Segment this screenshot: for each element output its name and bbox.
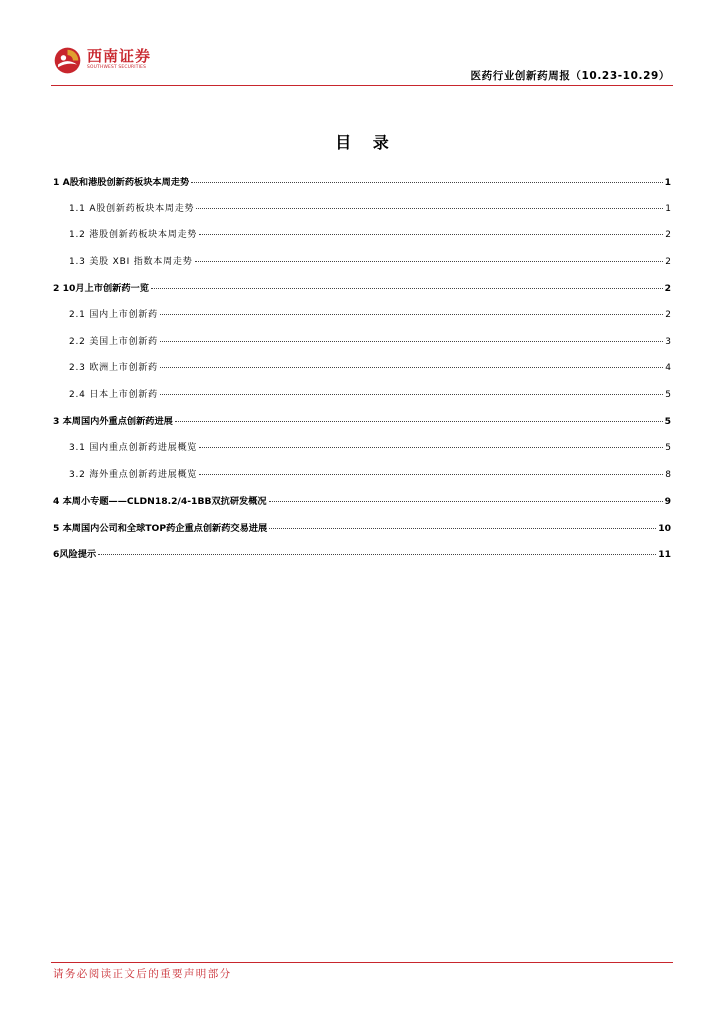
toc-dot-leader — [199, 474, 663, 475]
toc-page-number: 2 — [665, 230, 671, 241]
toc-subsection-entry[interactable] — [53, 334, 671, 361]
toc-page-number: 4 — [665, 363, 671, 374]
logo-chinese-text: 西南证券 — [87, 47, 152, 66]
toc-entry-label: 4 本周小专题——CLDN18.2/4-1BB双抗研发概况 — [53, 496, 267, 508]
toc-entry-label: 2.3 欧洲上市创新药 — [69, 363, 158, 374]
toc-page-number: 11 — [658, 549, 671, 561]
toc-dot-leader — [195, 261, 664, 262]
toc-subsection-entry[interactable] — [53, 201, 671, 228]
toc-page-number: 5 — [664, 416, 671, 428]
toc-page-number: 8 — [665, 469, 671, 480]
toc-section-entry[interactable] — [53, 174, 671, 201]
toc-page-number: 10 — [658, 522, 671, 534]
toc-dot-leader — [199, 447, 663, 448]
toc-entry-label: 3.2 海外重点创新药进展概览 — [69, 469, 198, 480]
toc-page-number: 5 — [665, 442, 671, 453]
toc-entry-label: 1.2 港股创新药板块本周走势 — [69, 230, 198, 241]
toc-entry-label: 6风险提示 — [53, 549, 97, 561]
footer-disclaimer: 请务必阅读正文后的重要声明部分 — [53, 968, 232, 980]
toc-dot-leader — [199, 234, 663, 235]
toc-dot-leader — [191, 182, 662, 183]
toc-dot-leader — [98, 554, 656, 555]
toc-section-entry[interactable] — [53, 280, 671, 307]
report-header-title: 医药行业创新药周报（10.23-10.29） — [470, 70, 670, 82]
header-divider — [51, 85, 673, 86]
toc-entry-label: 2.4 日本上市创新药 — [69, 389, 158, 400]
toc-page-number: 9 — [664, 496, 671, 508]
toc-page-number: 2 — [665, 256, 671, 267]
company-logo-icon — [54, 47, 81, 74]
toc-dot-leader — [160, 394, 663, 395]
toc-entry-label: 3.1 国内重点创新药进展概览 — [69, 442, 198, 453]
toc-subsection-entry[interactable] — [53, 467, 671, 494]
toc-heading: 目 录 — [335, 133, 397, 152]
toc-entry-label: 5 本周国内公司和全球TOP药企重点创新药交易进展 — [53, 522, 268, 534]
toc-section-entry[interactable] — [53, 413, 671, 440]
toc-subsection-entry[interactable] — [53, 360, 671, 387]
toc-page-number: 1 — [664, 177, 671, 188]
toc-subsection-entry[interactable] — [53, 387, 671, 414]
toc-subsection-entry[interactable] — [53, 254, 671, 281]
toc-section-entry[interactable] — [53, 520, 671, 547]
toc-page-number: 3 — [665, 336, 671, 347]
toc-section-entry[interactable] — [53, 493, 671, 520]
toc-entry-label: 1.3 美股 XBI 指数本周走势 — [69, 256, 193, 267]
table-of-contents — [53, 174, 671, 573]
toc-dot-leader — [269, 501, 663, 502]
toc-subsection-entry[interactable] — [53, 440, 671, 467]
toc-entry-label: 2 10月上市创新药一览 — [53, 283, 149, 295]
toc-subsection-entry[interactable] — [53, 307, 671, 334]
toc-page-number: 2 — [664, 283, 671, 295]
toc-page-number: 5 — [665, 389, 671, 400]
logo-english-text: SOUTHWEST SECURITIES — [87, 65, 147, 71]
toc-dot-leader — [269, 528, 656, 529]
toc-dot-leader — [196, 208, 663, 209]
toc-dot-leader — [175, 421, 663, 422]
toc-entry-label: 3 本周国内外重点创新药进展 — [53, 416, 173, 428]
toc-subsection-entry[interactable] — [53, 227, 671, 254]
toc-entry-label: 1.1 A股创新药板块本周走势 — [69, 203, 195, 214]
toc-page-number: 2 — [665, 309, 671, 320]
toc-page-number: 1 — [665, 203, 671, 214]
toc-entry-label: 2.2 美国上市创新药 — [69, 336, 158, 347]
toc-dot-leader — [160, 341, 663, 342]
footer-divider — [51, 962, 673, 963]
toc-dot-leader — [151, 288, 663, 289]
toc-entry-label: 1 A股和港股创新药板块本周走势 — [53, 177, 190, 188]
toc-entry-label: 2.1 国内上市创新药 — [69, 309, 158, 320]
toc-dot-leader — [160, 367, 663, 368]
toc-dot-leader — [160, 314, 663, 315]
toc-section-entry[interactable] — [53, 546, 671, 573]
company-logo — [54, 45, 151, 75]
